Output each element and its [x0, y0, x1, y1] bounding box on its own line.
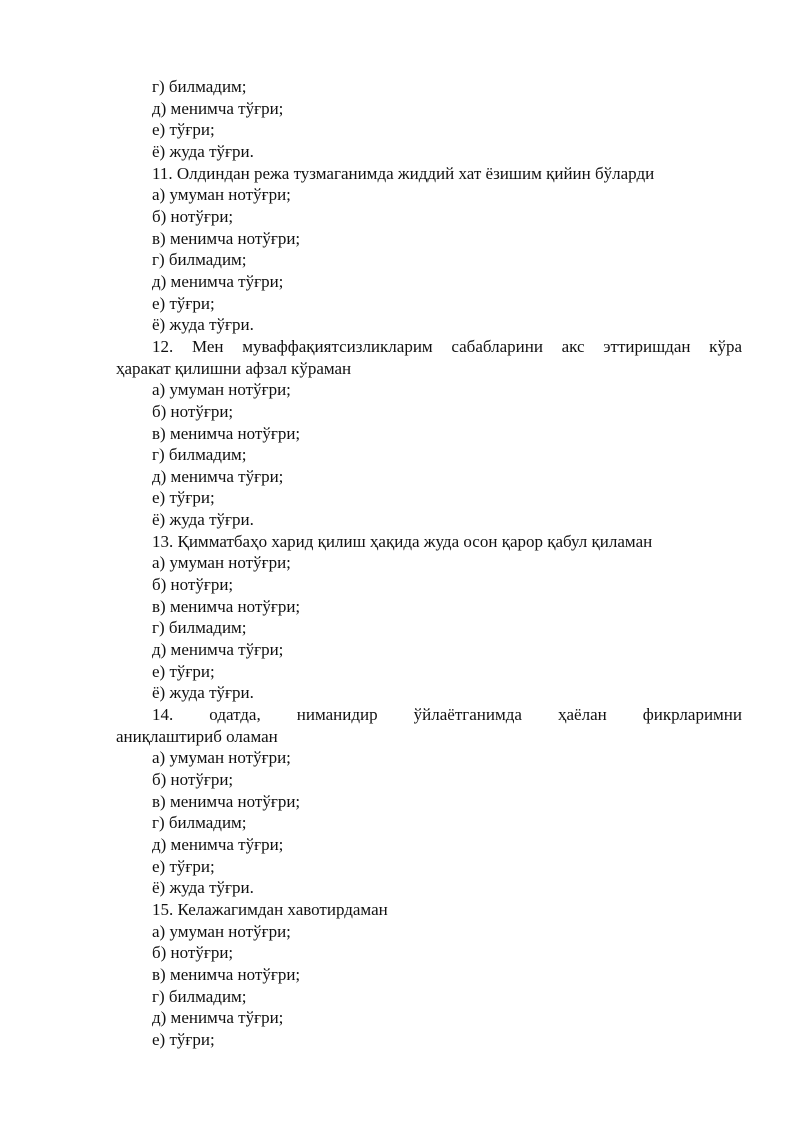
answer-option: д) менимча тўғри;	[152, 466, 284, 486]
question-text: 15. Келажагимдан хавотирдаман	[152, 899, 388, 919]
answer-option: ё) жуда тўғри.	[152, 141, 254, 161]
answer-option: г) билмадим;	[152, 986, 247, 1006]
answer-option: г) билмадим;	[152, 250, 247, 270]
answer-option: ё) жуда тўғри.	[152, 510, 254, 530]
answer-option: д) менимча тўғри;	[152, 98, 284, 118]
question-text: 14. одатда, ниманидир ўйлаётганимда ҳаёлан фикрларимни	[152, 705, 742, 725]
question-text: 11. Олдиндан режа тузмаганимда жиддий хат ёзишим қийин бўларди	[152, 163, 655, 183]
answer-option: г) билмадим;	[152, 445, 247, 465]
question-text: 12. Мен муваффақиятсизликларим сабабларини акс эттиришдан кўра	[152, 336, 742, 356]
answer-option: ё) жуда тўғри.	[152, 683, 254, 703]
question-text-continuation: ҳаракат қилишни афзал кўраман	[116, 358, 352, 378]
answer-option: а) умуман нотўғри;	[152, 921, 291, 941]
answer-option: в) менимча нотўғри;	[152, 228, 301, 248]
answer-option: б) нотўғри;	[152, 575, 234, 595]
answer-option: в) менимча нотўғри;	[152, 791, 301, 811]
answer-option: а) умуман нотўғри;	[152, 185, 291, 205]
answer-option: ё) жуда тўғри.	[152, 878, 254, 898]
answer-option: в) менимча нотўғри;	[152, 596, 301, 616]
document-page	[116, 76, 742, 1051]
answer-option: е) тўғри;	[152, 661, 215, 681]
answer-option: е) тўғри;	[152, 856, 215, 876]
answer-option: е) тўғри;	[152, 293, 215, 313]
answer-option: г) билмадим;	[152, 77, 247, 96]
answer-option: б) нотўғри;	[152, 770, 234, 789]
question-text-continuation: аниқлаштириб оламан	[116, 726, 278, 746]
answer-option: д) менимча тўғри;	[152, 271, 284, 291]
answer-option: б) нотўғри;	[152, 401, 234, 421]
answer-option: в) менимча нотўғри;	[152, 964, 301, 984]
answer-option: в) менимча нотўғри;	[152, 423, 301, 443]
answer-option: а) умуман нотўғри;	[152, 748, 291, 768]
answer-option: г) билмадим;	[152, 813, 247, 833]
answer-option: ё) жуда тўғри.	[152, 315, 254, 335]
answer-option: е) тўғри;	[152, 1029, 215, 1049]
answer-option: д) менимча тўғри;	[152, 1008, 284, 1028]
answer-option: а) умуман нотўғри;	[152, 553, 291, 573]
answer-option: б) нотўғри;	[152, 206, 234, 226]
answer-option: е) тўғри;	[152, 488, 215, 508]
answer-option: д) менимча тўғри;	[152, 834, 284, 854]
answer-option: д) менимча тўғри;	[152, 640, 284, 660]
answer-option: б) нотўғри;	[152, 943, 234, 963]
answer-option: е) тўғри;	[152, 120, 215, 140]
answer-option: а) умуман нотўғри;	[152, 380, 291, 400]
question-text: 13. Қимматбаҳо харид қилиш ҳақида жуда осон қарор қабул қиламан	[152, 531, 653, 551]
answer-option: г) билмадим;	[152, 618, 247, 638]
